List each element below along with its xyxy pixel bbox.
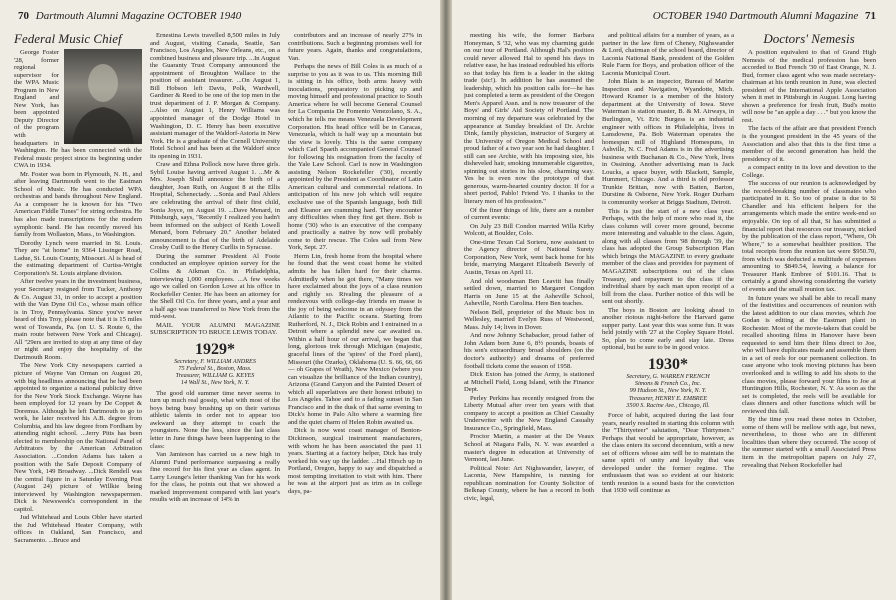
class-1929-header bbox=[150, 341, 280, 387]
right-header-month: OCTOBER 1940 bbox=[652, 10, 727, 22]
paragraph: Dick is now west coast manager of Benton-Dickinson, surgical instrument manufacturers, with whom he has been associated the past 11 years. Starting at a factory helper, Dick has truly worked his way up the ladder. ...Hal Hirsch up in Portland, Oregon, happy to say and dispatched a most tempting invitation to visit with him. There he was at the airport just as trim as in college days, pa- bbox=[288, 427, 422, 495]
paragraph: The facts of the affair are that president French is the youngest president in the 45 years of the Association and also that this is the first time a member of the second generation has held the presidency of it. bbox=[742, 125, 876, 163]
secretary-line: Secretary, F. WILLIAM ANDRES bbox=[174, 357, 256, 365]
paragraph: The boys in Boston are looking ahead to another riotous night-before the Harvard game supper party. Last year this was some fun. It was held jointly with '27 at the Copley Square Hotel. So, plan to come early and stay late. Dress optional, but be sure to be in good voice. bbox=[602, 306, 734, 352]
paragraph: MAIL YOUR ALUMNI MAGAZINE SUBSCRIPTION TO BRUCE LEWIS TODAY. bbox=[150, 321, 280, 337]
paragraph: This is just the start of a new class year. Perhaps, with the help of more who read it, the class column will cover more ground, become more interesting and valuable to the class. Again, along with all classes from '98 through '39, the class has adopted the Group Subscription Plan which brings the MAGAZINE to every graduate member of the class and provides for payment of MAGAZINE subscriptions out of the class Treasury, and repayment to the class if the individual share by each man upon receipt of a bill from the class. Further notice of this will be sent out shortly. bbox=[602, 207, 734, 306]
left-column-3 bbox=[288, 32, 422, 592]
right-header-title: Dartmouth Alumni Magazine bbox=[729, 10, 859, 22]
secretary-address: 75 Federal St., Boston, Mass. bbox=[178, 365, 252, 373]
paragraph: After twelve years in the investment business, your Secretary resigned from Tucker, Anthony & Co. August 31, in order to accept a position with the Van Dyne Oil Co., whose main office is in Troy, Pennsylvania. Since you've never heard of this Troy, please note that it is 15 miles west of Towanda, Pa. (on U. S. Route 6, the main route between New York and Chicago). All "29ers are invited to stop at any time of day or night and enjoy the hospitality of the Dartmouth Room. bbox=[14, 278, 142, 361]
paragraph: And old woodsman Ben Leavitt has finally settled down, married to Margaret Congdon Harris on June 15 at the Asheville School, Asheville, North Carolina. Here Ben teaches. bbox=[464, 277, 594, 308]
paragraph: and political affairs for a number of years, as a partner in the law firm of Cheney, Nighswander & Lord, chairman of the school board, director of Laconia National Bank, president of the Golden Rule Farm for Boys, and probation officer of the Laconia Municipal Court. bbox=[602, 32, 734, 77]
paragraph: Nelson Bell, proprietor of the Music box in Wellesley, married Evelyn Russ of Westwood, Mass. July 14; lives in Dover. bbox=[464, 308, 594, 331]
left-page-header bbox=[14, 10, 241, 22]
class-1930-header bbox=[602, 356, 734, 409]
paragraph: Dick Exton has joined the Army, is stationed at Mitchell Field, Long Island, with the Finance Dept. bbox=[464, 371, 594, 394]
paragraph: Jud Whitehead and Louis Obler have started the Jud Whitehead Heater Company, with offices in Oakland, San Francisco, and Sacramento. ...Bruce and bbox=[14, 514, 142, 544]
paragraph: Political Note: Art Nighswander, lawyer, of Laconia, New Hampshire, is running for republican nomination for County Solicitor of Belknap County, where he has a record in both civic, legal, bbox=[464, 464, 594, 502]
left-column-1 bbox=[14, 32, 142, 592]
secretary-address: 99 Hudson St., New York, N. Y. bbox=[629, 387, 707, 395]
right-page-header bbox=[653, 10, 880, 22]
right-column-1 bbox=[464, 32, 594, 592]
left-column-2 bbox=[150, 32, 280, 592]
paragraph: Of the finer things of life, there are a number of current events: bbox=[464, 206, 594, 222]
right-column-2 bbox=[602, 32, 734, 592]
class-year: 1930* bbox=[648, 355, 688, 373]
paragraph: Ernestina Lewis travelled 8,500 miles in July and August, visiting Canada, Seattle, San Francisco, Los Angeles, New Orleans, etc., on a combined business and pleasure trip. ...In August the Guaranty Trust Company announced the appointment of Broughton Wallace to the position of assistant treasurer. ...On August 1, Bill Hobson left Davis, Polk, Wardwell, Gardiner & Reed to be one of the top men in the trust department of J. P. Morgan & Company. ...Also on August 1, Henry Williams was appointed manager of the Dodge Hotel in Washington, D. C. Henry has been executive assistant manager of the Waldorf-Astoria in New York. He is a graduate of the Cornell University Hotel School and has been at the Waldorf since its opening in 1931. bbox=[150, 32, 280, 160]
paragraph: contributors and an increase of nearly 27% in contributions. Such a beginning promises well for future years. Again, thanks and congratulations, Van. bbox=[288, 32, 422, 62]
right-page-number: 71 bbox=[865, 10, 876, 22]
treasurer-line: Treasurer, HENRY E. EMBREE bbox=[628, 394, 708, 402]
paragraph: By the time you read these notes in October, some of them will be mellow with age, but news, nevertheless, to those who are in different localities than where they occurred. The scoop of the summer started with a small Associated Press item in the metropolitan papers on July 27, revealing that Nelson Rockefeller had bbox=[742, 416, 876, 469]
treasurer-address: 14 Wall St., New York, N. Y. bbox=[180, 379, 250, 387]
right-page bbox=[452, 0, 896, 600]
paragraph: Mr. Foster was born in Plymouth, N. H., and after leaving Dartmouth went to the Eastman School of Music. He has conducted WPA orchestras and bands throughout New England. As a composer he is known for his "Two American Fiddle Tunes" for string orchestra. He has also made transcriptions for the modern symphonic band. He has recently moved his family from Wollaston, Mass., to Washington. bbox=[14, 170, 142, 239]
treasurer-address: 3500 S. Racine Ave., Chicago, Ill. bbox=[626, 401, 710, 409]
portrait-silhouette bbox=[64, 49, 142, 144]
class-year: 1929* bbox=[195, 340, 235, 358]
paragraph: The success of our reunion is acknowledged by the record-breaking number of classmates who participated in it. So too of praise is due to Si Chandler and his efficient helpers for the arrangements which made the entire week-end so enjoyable. On top of all that, Si has submitted a financial report that resources our treasury, nicked by the publication of the class report, "Where, Oh Where," to a somewhat healthier position. The total receipts from the reunion tax were $950.70, from which was deducted a multitude of expenses amounting to $849.54, leaving a balance for Treasurer Hank Embree of $101.16. That is certainly a grand showing considering the variety of events and the small reunion tax. bbox=[742, 180, 876, 293]
paragraph: George Foster '28, former regional supervisor for the WPA Music Program in New England and New York, has been appointed Deputy Director of the program with headquarters in Washington. He has been connected with the Federal music project since its beginning under CWA in 1934. bbox=[14, 49, 142, 170]
paragraph: The New York City newspapers carried a picture of Wayne Van Orman on August 20, with big headlines announcing that he had been appointed to organize a national publicity drive for the New York Stock Exchange. Wayne has been employed for 12 years by De Coppet & Doremus. Although he left Dartmouth to go to work, he later received his A.B. degree from Columbia, and his law degree from Fordham by attending night school. ...Jerry Pitts has been elected to membership on the National Panel of Arbitrators by the American Arbitration Association. ...Condon Adams has taken a position with the Safe Deposit Company of New York, 149 Broadway. ...Dick Rendell was the central figure in a Saturday Evening Post (August 24) picture of Willkie being interviewed by Washington newspapermen. Dick is Newsweek's correspondent in the capitol. bbox=[14, 362, 142, 513]
paragraph: Craw and Ethna Pollock now have three girls. Sybil Louise having arrived August 1. ...Mr & Mrs. Joseph Shull announce the birth of a daughter, Joan Ruth, on August 8 at the Ellis Hospital, Schenectady. ...Sonia and Paul Ahlers are celebrating the arrival of their first child, Sonia Joyce, on August 19. ...Dave Menard, in Pittsburgh, says, "Recently I realized you hadn't been informed on the subject of Keith Lowell Menard, born February 20." Another belated announcement is that of the birth of Adelaide Crosby Cutll to the Henry Curllis in Syracuse. bbox=[150, 161, 280, 252]
paragraph: John Blain is an inspector, Bureau of Marine Inspection and Navigation, Wyandotte, Mich. Howard Kramer is a member of the history department at the University of Iowa. Steve Waterman is station master, B. & M. Airways, in Burlington, Vt. Eric Burgess is an industrial engineer with offices in Philadelphia, lives in Lansdowne, Pa. Bob Waterman operates the homespun mill of Highland Homespuns, in Ashville, N. C. Fred Adams is in the advertising business with Buchanan & Co., New York, lives in Ossining. Another advertising man is Jack Loucks, a space buyer, with Blackett, Sample, Hummert, Chicago. And a third is old professor Trunkie Brittan, now with Batten, Barton, Durstine & Osborne, New York. Roger Durham is community worker at Briggs Stadium, Detroit. bbox=[602, 78, 734, 207]
paragraph: Perhaps the news of Bill Coles is as much of a surprise to you as it was to us. This morning Bill is sitting in his office, both arms heavy with inoculations, preparatory to picking up and moving himself and professional practice to South America where he will become General Counsel for La Compania De Fomento Venezolano, S. A., which he tells me means Venezuela Development Corporation. His head office will be in Caracas, Venezuela, which is half way up a mountain but the view is lovely. This is the same company which Carl Spaeth accompanied General Counsel for following his resignation from the faculty of the Yale Law School. Carl is now in Washington assisting Nelson Rockefeller ('30), recently appointed by the President as Coordinator of Latin American cultural and commercial relations. In anticipation of his new job which will require exclusive use of the Spanish language, both Bill and Eleanor are cramming hard. They encounter any difficulties when they first get there. Bob is home ('30) who is an executive of the company and practically a native by now will probably come to their rescue. The Coles sail from New York, Sept. 27. bbox=[288, 63, 422, 252]
paragraph: Proctor Martin, a master at the De Veaux School at Niagara Falls, N. Y. was awarded a master's degree in education at University of Vermont, last June. bbox=[464, 433, 594, 464]
paragraph: The good old summer time never seems to turn up much real gossip, what with most of the boys being busy brushing up on their various athletic talents in order not to appear too awkward as they attempt to coach the youngsters. None the less, since the last class letter in June things have been happening to the class: bbox=[150, 389, 280, 450]
paragraph: And now Johnny Schabacker, proud father of John Adam born June 6, 8½ pounds, boasts of his son's extraordinary broad shoulders (on the doctor's authority) and dreams of preferred football tickets come the season of 1958. bbox=[464, 332, 594, 370]
paragraph: Herm Lin, fresh home from the hospital where he found that the west coast home he visited admits he has fallen hard for their charms. Admittedly when he got there, "Many times we have exclaimed about the joys of a class reunion and rightly so. Rivaling the pleasure of a rendezvous with college-day friends en masse is the joy of being welcome in an odyssey from the Atlantic to the Pacific oceans. Starting from Rutherford, N. J., Dick Robin and I entrained in a Detroit where a splendid new car awaited us. Within a half hour of our arrival, we began that long, glorious trek through Michigan (majestic, graceful lines of the 'spires' of the Ford plant), Missouri (the Ozarks), Oklahoma (U. S. 66, 66, 66 — oh Grapes of Wrath), New Mexico (where you can visualize the brilliance of the Indian country), Arizona (Grand Canyon and the Painted Desert of which all superlatives are their honest tribute) to Los Angeles. Tahoe and to a fading sunset in San Francisco and in the dusk of that same evening to Dick's home in Palo Alto where a warming fire and the quiet charm of Helen Robin awaited us. bbox=[288, 252, 422, 426]
paragraph: Force of habit, acquired during the last four years, nearly resulted in starting this column with the "Thirtyeteer" salutation, "Dear Thirtymen." Perhaps that would be appropriate, however, as the class enters its second decennium, with a new set of officers whose aim will be to maintain the same spirit of unity and loyalty that was developed under the former regime. The enthusiasm that was so evident at our historic tenth reunion is a sound basis for the conviction that 1930 will continue as bbox=[602, 411, 734, 495]
paragraph: Van Jamieson has carried us a new high in Alumni Fund performance surpassing a really fine record for his first year as class agent. In Larry Lounge's letter thanking Van for his work for the class, he points out that we showed a marked improvement compared with last year's results with an increase of 14% in bbox=[150, 451, 280, 504]
left-page bbox=[0, 0, 440, 600]
paragraph: meeting his wife, the former Barbara Honeyman, S '32, who was my charming guide on our tour of Portland. Although Hal's position could never allowed Hal to spend his days in relative ease, he has instead redoubled his efforts so that today his firm is a leader in the skiing trade (sic!). In addition he has assumed the leadership, which his position calls for—he has just completed a term as president of the Oregon Men's Apparel Assn. and is now treasurer of the Boys' and Girls' Aid Society of Portland. The morning of my departure was celebrated by the appearance at Sunday breakfast of Dr. Archie Dink, family physician, instructor of Surgery at the University of Oregon Medical School and proud father of a two year son he had daughter. I still can see Archie, with his imposing size, his disheveled hair, smoking innumerable cigarettes, spinning out stories in his slow, charming way. Yes he is even now the prototype of that generous, warm-hearted country doctor. If for a short period, Pablo! Friend Yo. I thanks to the literary men of his profession." bbox=[464, 32, 594, 206]
federal-music-chief-heading: Federal Music Chief bbox=[14, 32, 122, 46]
doctors-nemesis-heading: Doctors' Nemesis bbox=[763, 32, 855, 46]
paragraph: On July 23 Bill Condon married Willa Kirby Wolcott, at Boulder, Colo. bbox=[464, 222, 594, 238]
paragraph: Dorothy Lynch were married in St. Louis. They are "at home" in 9364 Lissinger Road, Ladue, St. Louis County, Missouri. Al is head of the estimating department of Curtiss-Wright Corporation's St. Louis airplane division. bbox=[14, 239, 142, 277]
paragraph: A position equivalent to that of Grand High Nemesis of the medical profession has been accorded to Bud French '30 of East Orange, N. J. Bud, former class agent who was made secretary-chairman at his tenth reunion in June, was elected president of the International Apple Association when it met in Pittsburgh in August. Long having shown a preference for fresh fruit, Bud's motto will now be "an apple a day . . ." but you know the rest. bbox=[742, 49, 876, 124]
paragraph: a compact entity in its love and devotion to the College. bbox=[742, 164, 876, 179]
left-header-title: Dartmouth Alumni Magazine bbox=[35, 10, 165, 22]
paragraph: One-time Texan Cal Sorieru, now assistant to the Agency director of National Surety Corporation, New York, went back home for his bride, marrying Margaret Elizabeth Beverly of Austin, Texas on April 11. bbox=[464, 238, 594, 276]
left-page-number: 70 bbox=[18, 10, 29, 22]
treasurer-line: Treasurer, WILLIAM G. KEYES bbox=[175, 372, 255, 380]
paragraph: In future years we shall be able to recall many of the festivities and occurrences of reunion with the latest addition to our class movies, which Joe Godan is editing at the Eastman plant in Rochester. Most of the movie-takers that could be recalled shooting films in Hanover have been requested to send him their films direct to Joe, who will have duplicates made and assemble them in a set of reels for our permanent collection. In case anyone who took moving pictures has been overlooked and is willing to add his shots to the class movies, please forward your films to Joe at Huntington Hills, Rochester, N. Y. As soon as the set is completed, the reels will be available for class dinners and other functions which will be reviewed this fall. bbox=[742, 294, 876, 415]
page-gutter bbox=[440, 0, 452, 600]
secretary-company: Simons & French Co., Inc. bbox=[634, 380, 702, 388]
left-header-month: OCTOBER 1940 bbox=[167, 10, 242, 22]
secretary-line: Secretary, G. WARREN FRENCH bbox=[626, 372, 710, 380]
paragraph: Perley Perkins has recently resigned from the Liberty Mutual after over ten years with that company to accept a position as Chief Casualty Underwriter with the New England Casualty Insurance Co., Springfield, Mass. bbox=[464, 394, 594, 432]
portrait-photo bbox=[64, 49, 142, 144]
right-column-3 bbox=[742, 32, 876, 592]
paragraph: During the summer President Al Foote conducted an employee opinion survey for the Collins & Aikman Co. in Philadelphia, interviewing 1,000 employees. ...A few weeks ago we called on Gordon Lowe at his office in Rockefeller Center. He has been an attorney for the Shell Oil Co. for three years, and a year and a half ago was transferred to New York from the mid-west. bbox=[150, 252, 280, 321]
